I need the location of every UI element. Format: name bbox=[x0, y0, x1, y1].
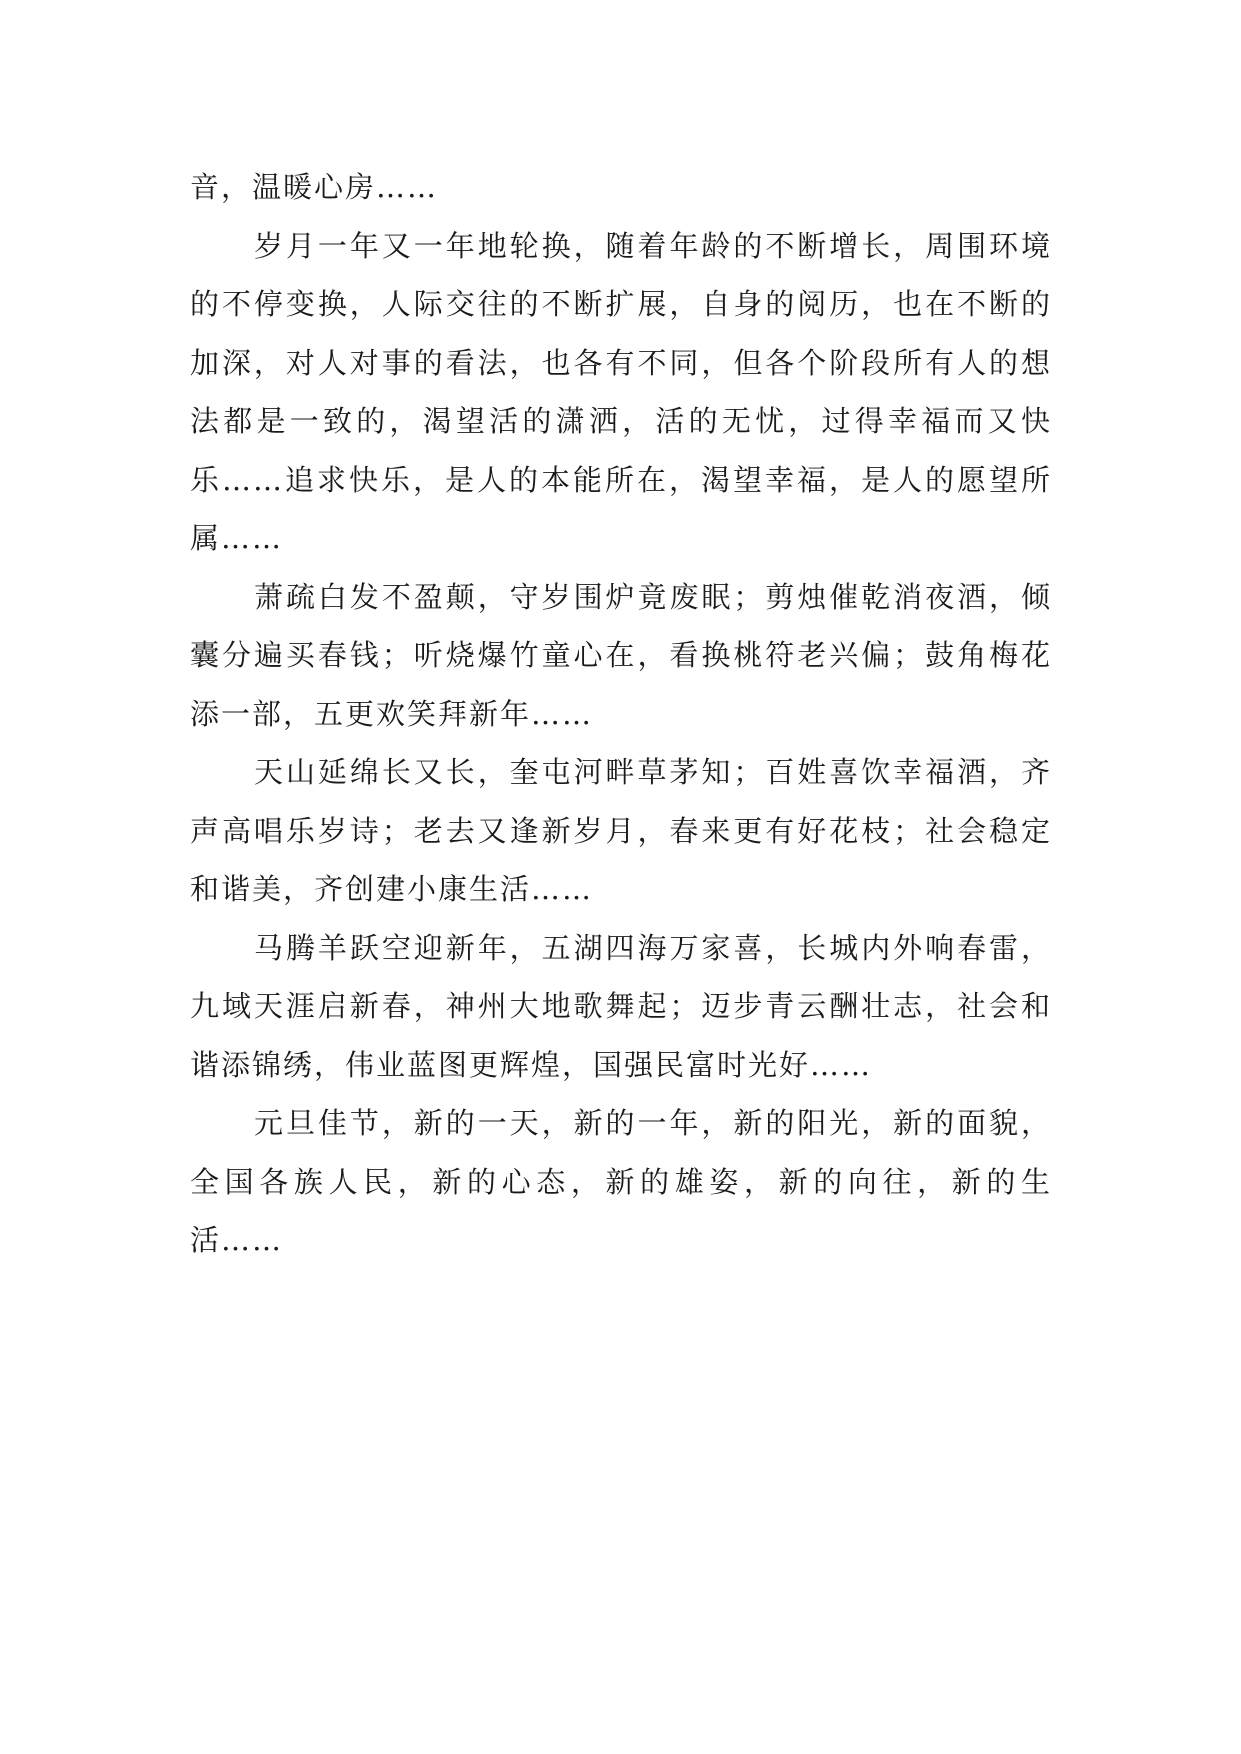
paragraph-new-year-day: 元旦佳节，新的一天，新的一年，新的阳光，新的面貌，全国各族人民，新的心态，新的雄姿，新的向往，新的生活…… bbox=[190, 1106, 1052, 1257]
paragraph-poem-new-year-eve: 萧疏白发不盈颠，守岁围炉竟废眠；剪烛催乾消夜酒，倾囊分遍买春钱；听烧爆竹童心在，看换桃符老兴偏；鼓角梅花添一部，五更欢笑拜新年…… bbox=[190, 579, 1052, 731]
paragraph-poem-tianshan: 天山延绵长又长，奎屯河畔草茅知；百姓喜饮幸福酒，齐声高唱乐岁诗；老去又逢新岁月，春来更有好花枝；社会稳定和谐美，齐创建小康生活…… bbox=[190, 755, 1052, 906]
paragraph-poem-new-spring: 马腾羊跃空迎新年，五湖四海万家喜，长城内外响春雷，九域天涯启新春，神州大地歌舞起；迈步青云酬壮志，社会和谐添锦绣，伟业蓝图更辉煌，国强民富时光好…… bbox=[190, 930, 1052, 1082]
document-body bbox=[190, 158, 1052, 1270]
paragraph-years: 岁月一年又一年地轮换，随着年龄的不断增长，周围环境的不停变换，人际交往的不断扩展，自身的阅历，也在不断的加深，对人对事的看法，也各有不同，但各个阶段所有人的想法都是一致的，渴望活的潇洒，活的无忧，过得幸福而又快乐……追求快乐，是人的本能所在，渴望幸福，是人的愿望所属…… bbox=[190, 228, 1052, 555]
paragraph-continuation: 音，温暖心房…… bbox=[190, 170, 439, 204]
